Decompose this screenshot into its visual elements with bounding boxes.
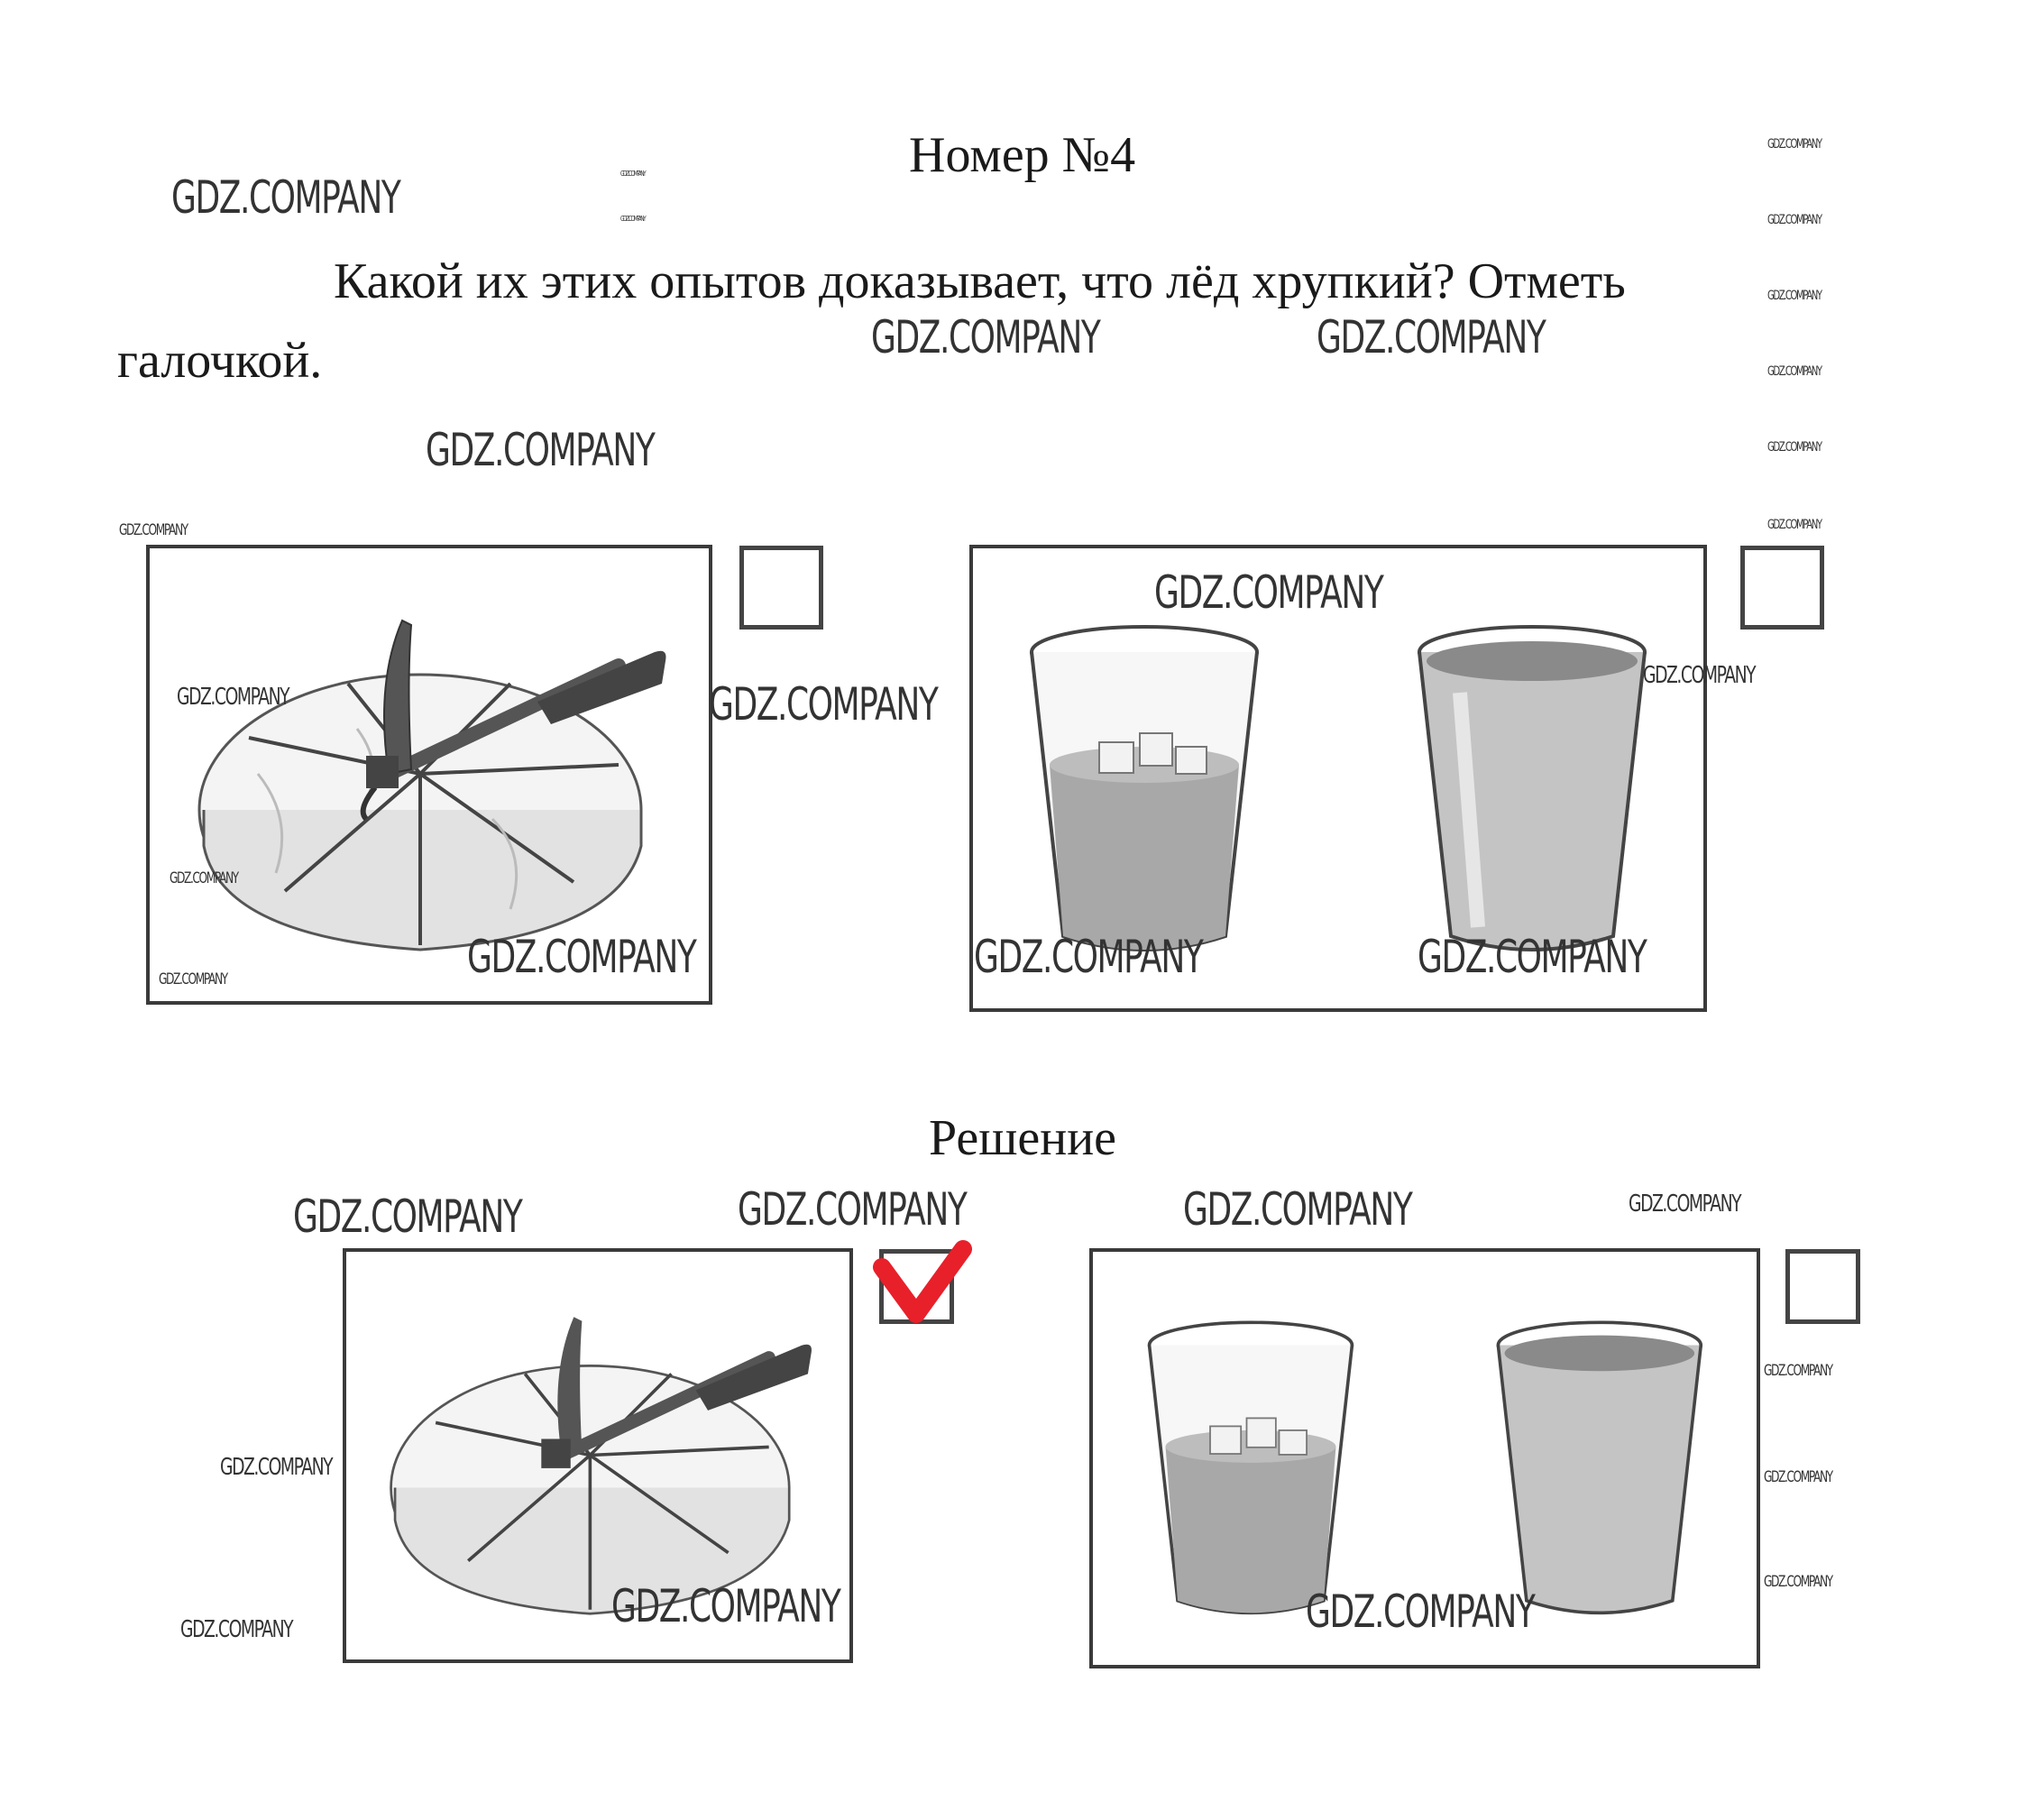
watermark: GDZ.COMPANY [1629, 1190, 1741, 1218]
watermark: GDZ.COMPANY [1183, 1183, 1412, 1236]
watermark: GDZ.COMPANY [1764, 1468, 1832, 1486]
watermark: GDZ.COMPANY [1643, 662, 1756, 689]
watermark: GDZ.COMPANY [1764, 1362, 1832, 1380]
watermark: GDZ.COMPANY [1767, 137, 1822, 152]
watermark: GDZ.COMPANY [220, 1454, 333, 1481]
watermark: GDZ.COMPANY [1767, 289, 1822, 303]
watermark: GDZ.COMPANY [171, 171, 400, 224]
solution-experiment-2-checkbox[interactable] [1785, 1249, 1860, 1324]
watermark: GDZ.COMPANY [1767, 440, 1822, 455]
glass-with-water [1419, 627, 1645, 950]
watermark: GDZ.COMPANY [1764, 1573, 1832, 1591]
watermark: GDZ.COMPANY [177, 684, 289, 711]
checkmark-icon [873, 1240, 972, 1326]
watermark: GDZ.COMPANY [1767, 364, 1822, 379]
watermark: GDZ.COMPANY [159, 970, 227, 988]
question-text: Какой их этих опытов доказывает, что лёд хрупкий? Отметь галочкой. [117, 253, 1626, 389]
watermark: GDZ.COMPANY [1306, 1586, 1535, 1638]
solution-title: Решение [929, 1110, 1117, 1166]
watermark: GDZ.COMPANY [180, 1616, 293, 1643]
watermark: GDZ.COMPANY [1154, 566, 1383, 619]
watermark: GDZ.COMPANY [738, 1183, 967, 1236]
ice-illustration [199, 675, 641, 950]
watermark: GDZ.COMPANY [1767, 213, 1822, 227]
watermark: GDZ.COMPANY [611, 1580, 840, 1632]
watermark: GDZ.COMPANY [709, 678, 938, 731]
watermark: GDZ.COMPANY [119, 521, 188, 539]
watermark: GDZ.COMPANY [974, 931, 1203, 983]
watermark: GDZ.COMPANY [1767, 518, 1822, 532]
experiment-1-checkbox[interactable] [739, 546, 823, 630]
watermark: GDZ.COMPANY [1317, 311, 1546, 363]
glass-with-ice [1032, 627, 1257, 950]
page-title: Номер №4 [909, 127, 1136, 183]
watermark: GDZ.COMPANY [467, 931, 696, 983]
watermark: GDZ.COMPANY [426, 424, 655, 476]
watermark: GDZ.COMPANY [620, 170, 646, 178]
watermark: GDZ.COMPANY [620, 215, 646, 223]
experiment-2-checkbox[interactable] [1740, 546, 1824, 630]
watermark: GDZ.COMPANY [871, 311, 1100, 363]
watermark: GDZ.COMPANY [293, 1190, 522, 1243]
watermark: GDZ.COMPANY [170, 869, 238, 887]
watermark: GDZ.COMPANY [1418, 931, 1647, 983]
